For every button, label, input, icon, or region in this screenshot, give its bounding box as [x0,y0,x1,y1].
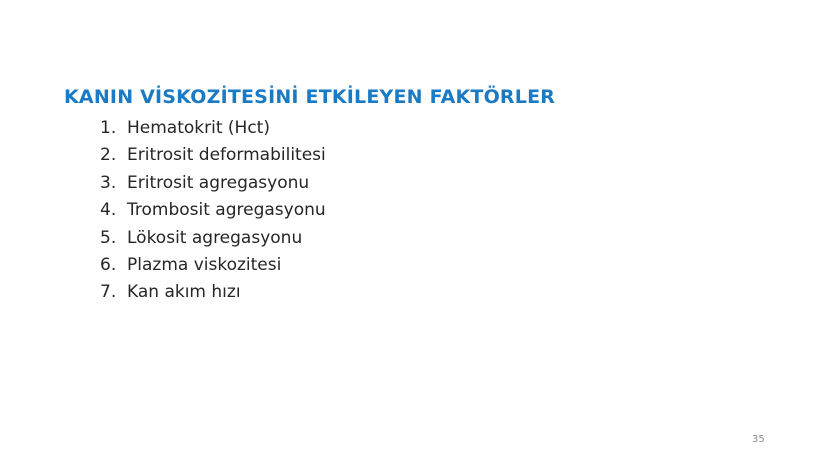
list-item-number: 1. [100,118,117,138]
list-item [100,252,326,279]
list-item-number: 7. [100,282,117,303]
list-item-number: 6. [100,254,117,275]
list-item-number: 3. [100,172,117,193]
list-item-number: 2. [100,145,117,166]
list-item-number: 5. [100,227,117,248]
list-item [100,279,326,306]
list-item [100,197,326,224]
list-item-text: Eritrosit agregasyonu [127,172,310,193]
page-number: 35 [752,434,765,445]
list-item [100,115,326,142]
list-item-text: Trombosit agregasyonu [127,200,326,221]
list-item-text: Plazma viskozitesi [127,254,282,275]
list-item-text: Eritrosit deformabilitesi [127,145,326,166]
list-item-number: 4. [100,200,117,221]
list-item-text: Hematokrit (Hct) [127,118,270,138]
factors-list [100,115,326,307]
list-item [100,142,326,169]
list-item [100,225,326,252]
slide-title: KANIN VİSKOZİTESİNİ ETKİLEYEN FAKTÖRLER [64,86,556,108]
list-item [100,170,326,197]
list-item-text: Lökosit agregasyonu [127,227,303,248]
list-item-text: Kan akım hızı [127,282,241,303]
